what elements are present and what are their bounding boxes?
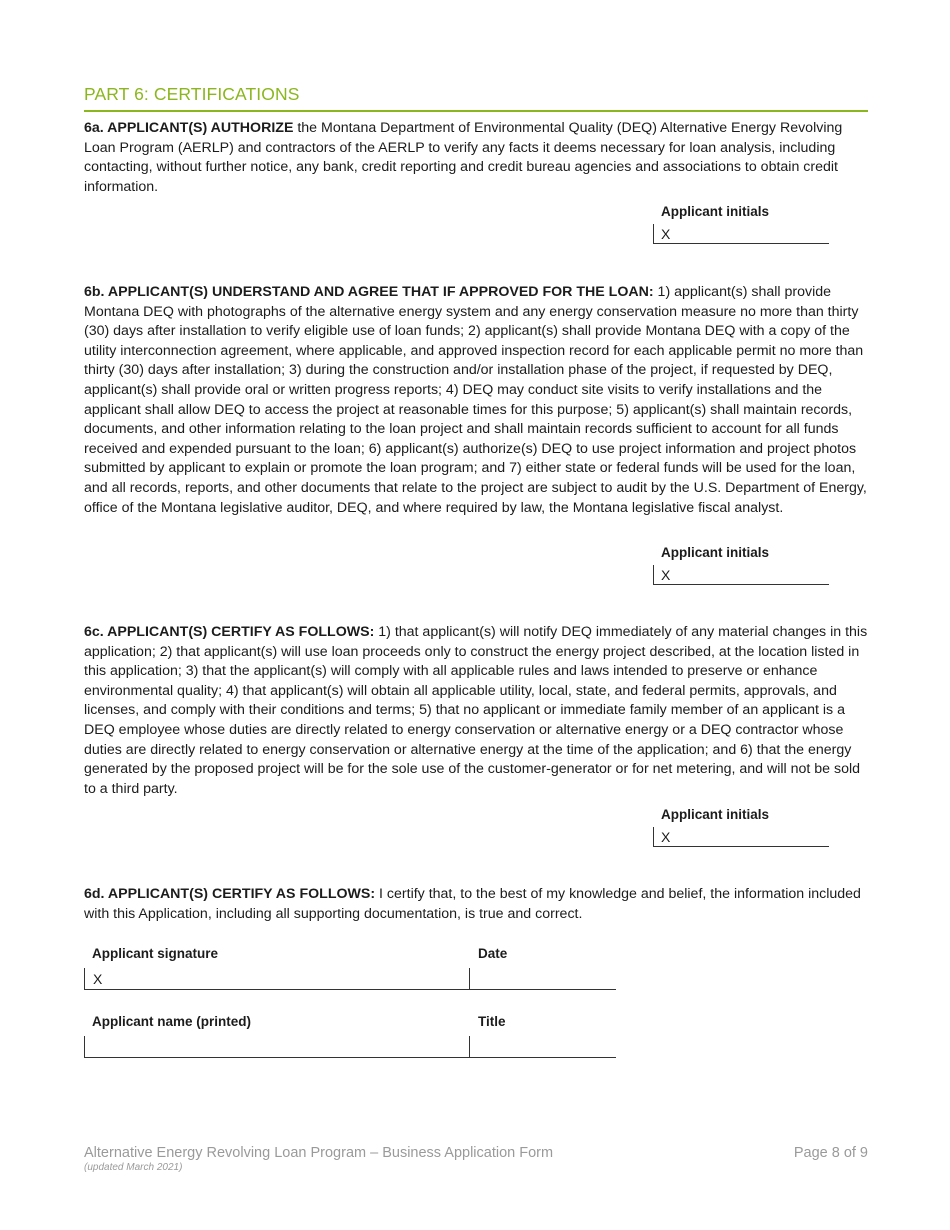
title-label: Title xyxy=(478,1014,506,1029)
section-6a-body: the Montana Department of Environmental Quality (DEQ) Alternative Energy Revolving Loan Program (AERLP) and contractors of the AERLP to verify any facts it deems necessary for loan analysis, including contacting, without further notice, any bank, credit reporting and credit bureau agencies and associations to obtain credit information. xyxy=(84,120,843,195)
signature-label: Applicant signature xyxy=(92,946,219,961)
name-field[interactable] xyxy=(84,1036,470,1058)
section-6c-body: 1) that applicant(s) will notify DEQ immediately of any material changes in this application; 2) that applicant(s) will use loan proceeds only to construct the energy project described, at the location listed in this application; 3) that the applicant(s) will comply with all applicable rules and laws intended to preserve or enhance environmental quality; 4) that applicant(s) will obtain all applicable utility, local, state, and federal permits, approvals, and licenses, and comply with their conditions and terms; 5) that no applicant or immediate family member of an applicant is a DEQ employee whose duties are directly related to energy conservation or alternative energy or a DEQ contractor whose duties are directly related to energy conservation or alternative energy at the time of the application; and 6) that the energy generated by the proposed project will be for the sole use of the customer-generator or for net metering, and will not be sold to a third party. xyxy=(84,624,868,797)
title-field[interactable] xyxy=(469,1036,616,1058)
signature-field[interactable]: X xyxy=(84,968,470,990)
section-6d-heading: 6d. APPLICANT(S) CERTIFY AS FOLLOWS: xyxy=(84,886,376,902)
part-title: PART 6: CERTIFICATIONS xyxy=(84,84,300,104)
footer-page-number: Page 8 of 9 xyxy=(793,1145,868,1161)
date-field[interactable] xyxy=(469,968,616,990)
section-6b-body: 1) applicant(s) shall provide Montana DEQ with photographs of the alternative energy system and any energy conservation measure no more than thirty (30) days after installation to verify eligible use of loan funds; 2) applicant(s) shall provide Montana DEQ with a copy of the utility interconnection agreement, where applicable, and approved inspection record for each applicable permit no more than thirty (30) days after installation; 3) during the construction and/or installation phase of the project, if requested by DEQ, applicant(s) shall provide oral or written progress reports; 4) DEQ may conduct site visits to verify installations and the applicant shall allow DEQ to access the project at reasonable times for this purpose; 5) applicant(s) shall maintain records, documents, and other information relating to the loan project and shall maintain records sufficient to account for all funds received and expended pursuant to the loan; 6) applicant(s) authorize(s) DEQ to use project information and project photos submitted by applicant to explain or promote the loan program; and 7) either state or federal funds will be used for the loan, and all records, reports, and other documents that relate to the project are subject to audit by the U.S. Department of Energy, office of the Montana legislative auditor, DEQ, and where required by law, the Montana legislative fiscal analyst. xyxy=(84,284,867,516)
date-label: Date xyxy=(478,946,508,961)
section-6d-text xyxy=(84,885,868,924)
initials-label-6a: Applicant initials xyxy=(661,204,770,219)
name-label: Applicant name (printed) xyxy=(92,1014,252,1029)
section-6c-heading: 6c. APPLICANT(S) CERTIFY AS FOLLOWS: xyxy=(84,624,375,640)
signature-underline xyxy=(84,989,616,990)
section-6a-text xyxy=(84,119,868,197)
section-6a-heading: 6a. APPLICANT(S) AUTHORIZE xyxy=(84,120,294,136)
footer-form-title: Alternative Energy Revolving Loan Program – Business Application Form xyxy=(84,1145,554,1161)
section-6c-text xyxy=(84,623,868,799)
initials-label-6c: Applicant initials xyxy=(661,807,770,822)
initials-field-6a[interactable]: X xyxy=(653,224,829,244)
initials-field-6b[interactable]: X xyxy=(653,565,829,585)
initials-label-6b: Applicant initials xyxy=(661,545,770,560)
section-6d-body: I certify that, to the best of my knowledge and belief, the information included with this Application, including all supporting documentation, is true and correct. xyxy=(84,886,861,922)
title-divider xyxy=(84,110,868,112)
footer-updated: (updated March 2021) xyxy=(84,1162,183,1173)
section-6b-heading: 6b. APPLICANT(S) UNDERSTAND AND AGREE THAT IF APPROVED FOR THE LOAN: xyxy=(84,284,654,300)
section-6b-text xyxy=(84,283,868,518)
initials-field-6c[interactable]: X xyxy=(653,827,829,847)
